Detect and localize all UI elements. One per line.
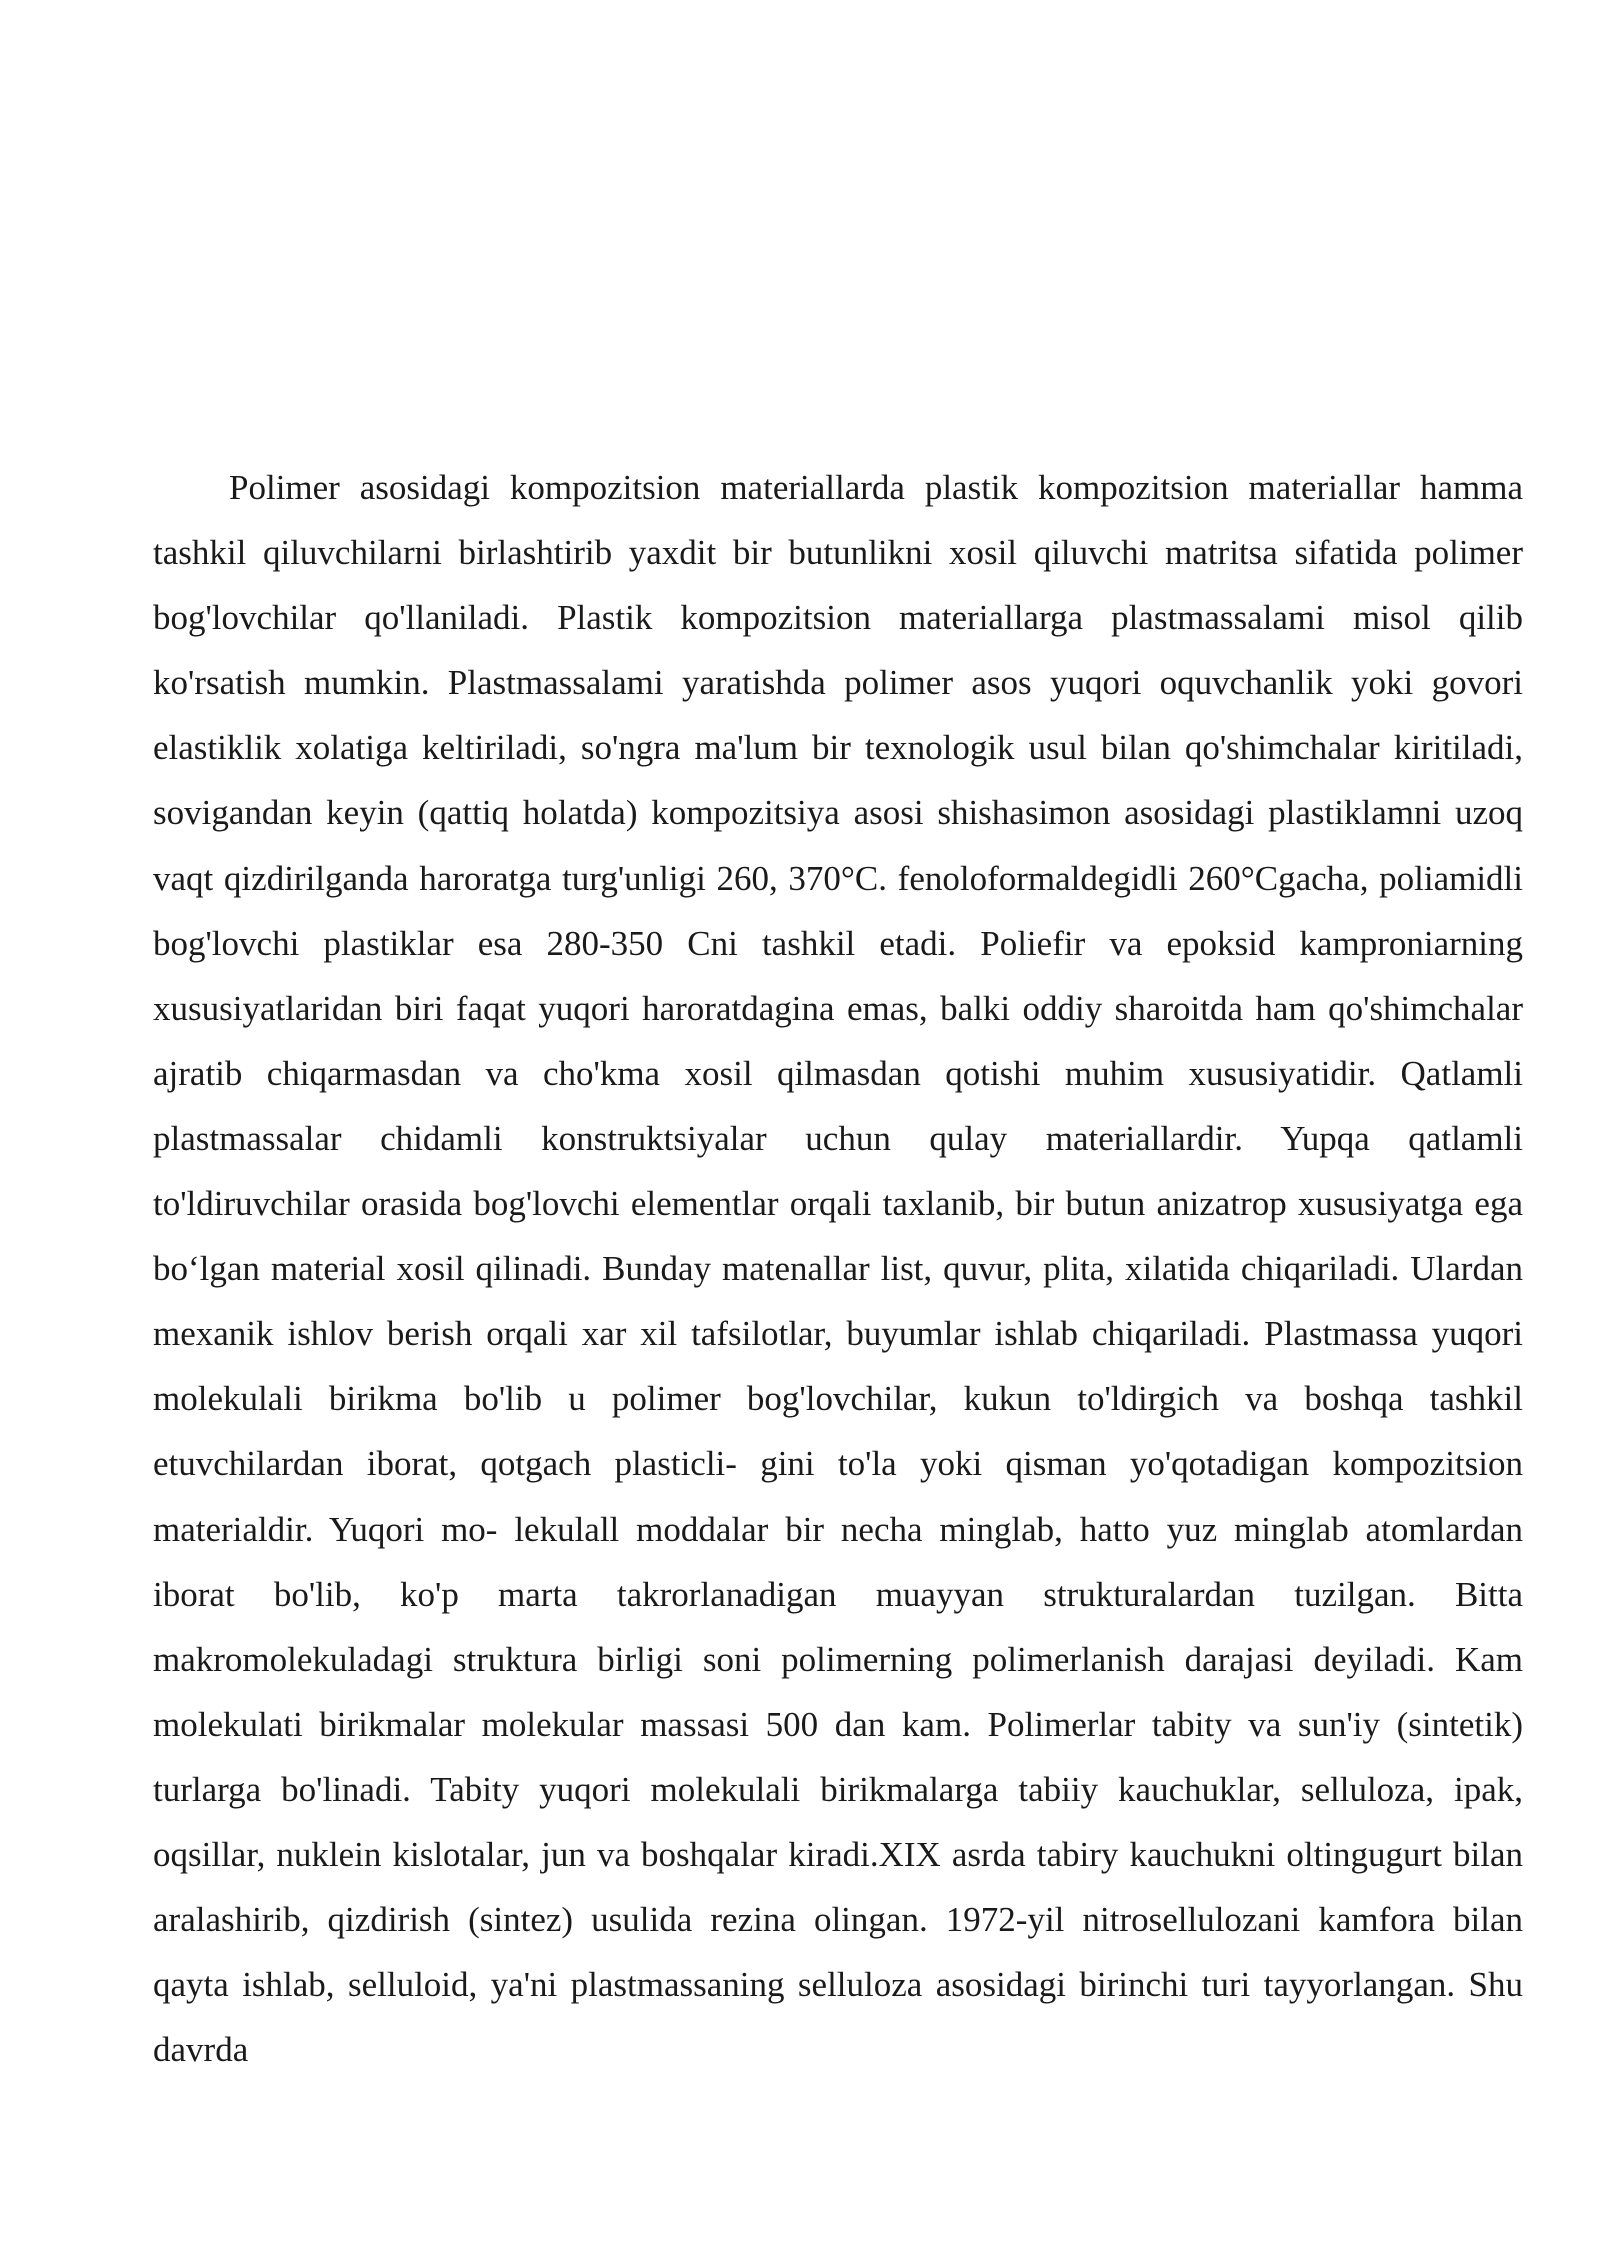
body-paragraph: Polimer asosidagi kompozitsion materiallarda plastik kompozitsion materiallar hamma tashkil qiluvchilarni birlashtirib yaxdit bir butunlikni xosil qiluvchi matritsa sifatida polimer bog'lovchilar qo'llaniladi. Plastik kompozitsion materiallarga plastmassalami misol qilib ko'rsatish mumkin. Plastmassalami yaratishda polimer asos yuqori oquvchanlik yoki govori elastiklik xolatiga keltiriladi, so'ngra ma'lum bir texnologik usul bilan qo'shimchalar kiritiladi, sovigandan keyin (qattiq holatda) kompozitsiya asosi shishasimon asosidagi plastiklamni uzoq vaqt qizdirilganda haroratga turg'unligi 260, 370°C. fenoloformaldegidli 260°Cgacha, poliamidli bog'lovchi plastiklar esa 280-350 Cni tashkil etadi. Poliefir va epoksid kamproniarning xususiyatlaridan biri faqat yuqori haroratdagina emas, balki oddiy sharoitda ham qo'shimchalar ajratib chiqarmasdan va cho'kma xosil qilmasdan qotishi muhim xususiyatidir. Qatlamli plastmassalar chidamli konstruktsiyalar uchun qulay materiallardir. Yupqa qatlamli to'ldiruvchilar orasida bog'lovchi elementlar orqali taxlanib, bir butun anizatrop xususiyatga ega bo‘lgan material xosil qilinadi. Bunday matenallar list, quvur, plita, xilatida chiqariladi. Ulardan mexanik ishlov berish orqali xar xil tafsilotlar, buyumlar ishlab chiqariladi. Plastmassa yuqori molekulali birikma bo'lib u polimer bog'lovchilar, kukun to'ldirgich va boshqa tashkil etuvchilardan iborat, qotgach plasticli- gini to'la yoki qisman yo'qotadigan kompozitsion materialdir. Yuqori mo- lekulall moddalar bir necha minglab, hatto yuz minglab atomlardan iborat bo'lib, ko'p marta takrorlanadigan muayyan strukturalardan tuzilgan. Bitta makromolekuladagi struktura birligi soni polimerning polimerlanish darajasi deyiladi. Kam molekulati birikmalar molekular massasi 500 dan kam. Polimerlar tabity va sun'iy (sintetik) turlarga bo'linadi. Tabity yuqori molekulali birikmalarga tabiiy kauchuklar, selluloza, ipak, oqsillar, nuklein kislotalar, jun va boshqalar kiradi.XIX asrda tabiry kauchukni oltingugurt bilan aralashirib, qizdirish (sintez) usulida rezina olingan. 1972-yil nitrosellulozani kamfora bilan qayta ishlab, selluloid, ya'ni plastmassaning selluloza asosidagi birinchi turi tayyorlangan. Shu davrda — [153, 468, 1523, 2070]
